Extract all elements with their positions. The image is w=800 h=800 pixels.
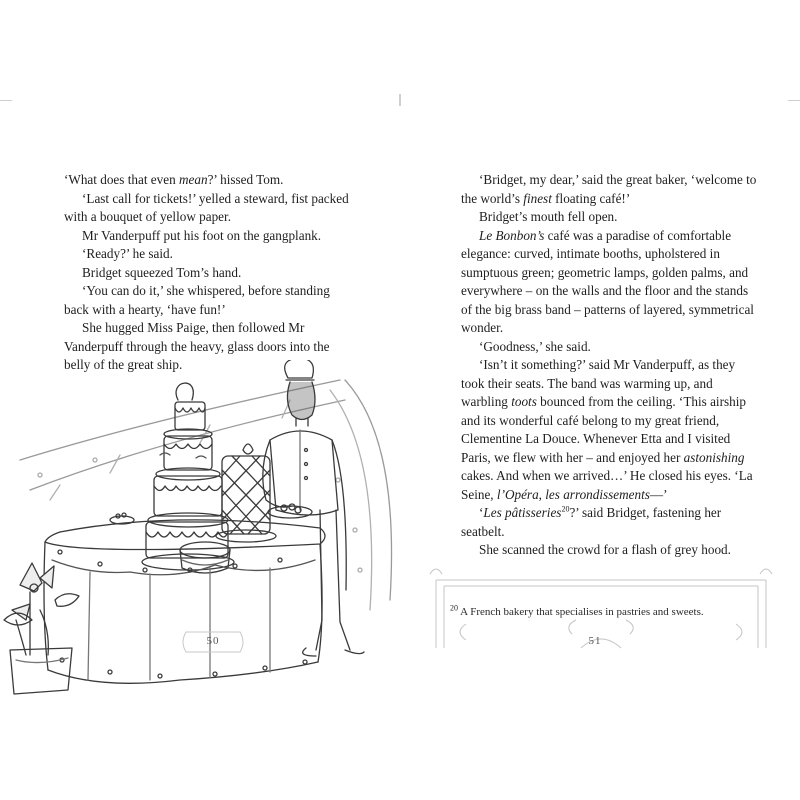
footnote-reference: 20 <box>561 504 570 514</box>
text-run: —’ <box>649 486 668 502</box>
text-run: ‘You can do it,’ she whispered, before standing back with a hearty, ‘have fun!’ <box>64 283 330 317</box>
text-run: ‘Bridget, my dear,’ said the great baker, ‘welcome to the world’s <box>461 172 757 206</box>
italic-text: finest <box>523 190 552 206</box>
paragraph <box>461 356 761 504</box>
italic-text: les arrondissements <box>545 486 650 502</box>
text-run: floating café!’ <box>551 190 631 206</box>
text-run: ‘Last call for tickets!’ yelled a steward, fist packed with a bouquet of yellow paper. <box>64 190 349 224</box>
footnote <box>450 605 760 619</box>
paragraph <box>64 264 349 283</box>
text-run: café was a paradise of comfortable elegance: curved, intimate booths, upholstered in sumptuous green; geometric lamps, golden palms, and everywhere – on the walls and the floor and the stands of the big brass band – patterns of layered, symmetrical wonder. <box>461 227 754 335</box>
italic-text: Les pâtisseries <box>483 505 562 520</box>
text-run: ‘Goodness,’ she said. <box>479 338 591 354</box>
text-run: She scanned the crowd for a flash of grey hood. <box>479 542 731 557</box>
paragraph <box>64 190 349 227</box>
text-run: ‘Ready?’ he said. <box>82 246 173 261</box>
italic-text: Le Bonbon’s <box>479 227 545 243</box>
italic-text: mean <box>178 172 208 187</box>
text-run: ‘Isn’t it something?’ said Mr Vanderpuff, as they took their seats. The band was warming up, and warbling <box>461 357 736 409</box>
paragraph <box>461 208 761 227</box>
text-run: bounced from the ceiling. ‘This airship and its wonderful café belong to my great friend, Clementine La Douce. Whenever Etta and I visited Paris, we flew with her – and enjoyed her <box>461 394 746 465</box>
text-run: ‘ <box>479 505 484 520</box>
text-run: Bridget squeezed Tom’s hand. <box>82 264 242 280</box>
text-run: ?’ said Bridget, fastening her seatbelt. <box>461 505 722 539</box>
paragraph <box>461 541 761 560</box>
footnote-marker: 20 <box>450 603 458 613</box>
italic-text: astonishing <box>683 449 745 465</box>
crop-mark <box>788 100 800 101</box>
paragraph <box>64 245 349 264</box>
paragraph <box>461 504 761 541</box>
paragraph <box>64 227 349 246</box>
left-page-text <box>64 171 349 375</box>
right-page-text <box>461 171 761 560</box>
paragraph <box>461 227 761 338</box>
page-number: 51 <box>588 635 602 647</box>
paragraph <box>64 171 349 190</box>
text-run: Mr Vanderpuff put his foot on the gangplank. <box>82 227 322 243</box>
text-run: , <box>538 486 546 502</box>
paragraph <box>461 338 761 357</box>
italic-text: l’Opéra <box>496 486 539 502</box>
italic-text: toots <box>511 394 537 409</box>
text-run: Bridget’s mouth fell open. <box>479 209 618 224</box>
text-run: ‘What does that even <box>64 172 179 187</box>
crop-mark <box>0 100 12 101</box>
paragraph <box>64 282 349 319</box>
page-number: 50 <box>206 635 220 647</box>
gutter-mark <box>400 94 401 106</box>
page-number-ornament <box>178 628 248 656</box>
paragraph <box>461 171 761 208</box>
footnote-text: A French bakery that specialises in pastries and sweets. <box>460 606 704 618</box>
right-page <box>400 0 800 800</box>
text-run: She hugged Miss Paige, then followed Mr Vanderpuff through the heavy, glass doors into the belly of the great ship. <box>64 320 330 372</box>
illustration-baker-with-cakes <box>0 360 400 790</box>
text-run: ?’ hissed Tom. <box>207 172 284 187</box>
text-run: cakes. And when we arrived…’ He closed his eyes. ‘La Seine, <box>461 468 753 502</box>
